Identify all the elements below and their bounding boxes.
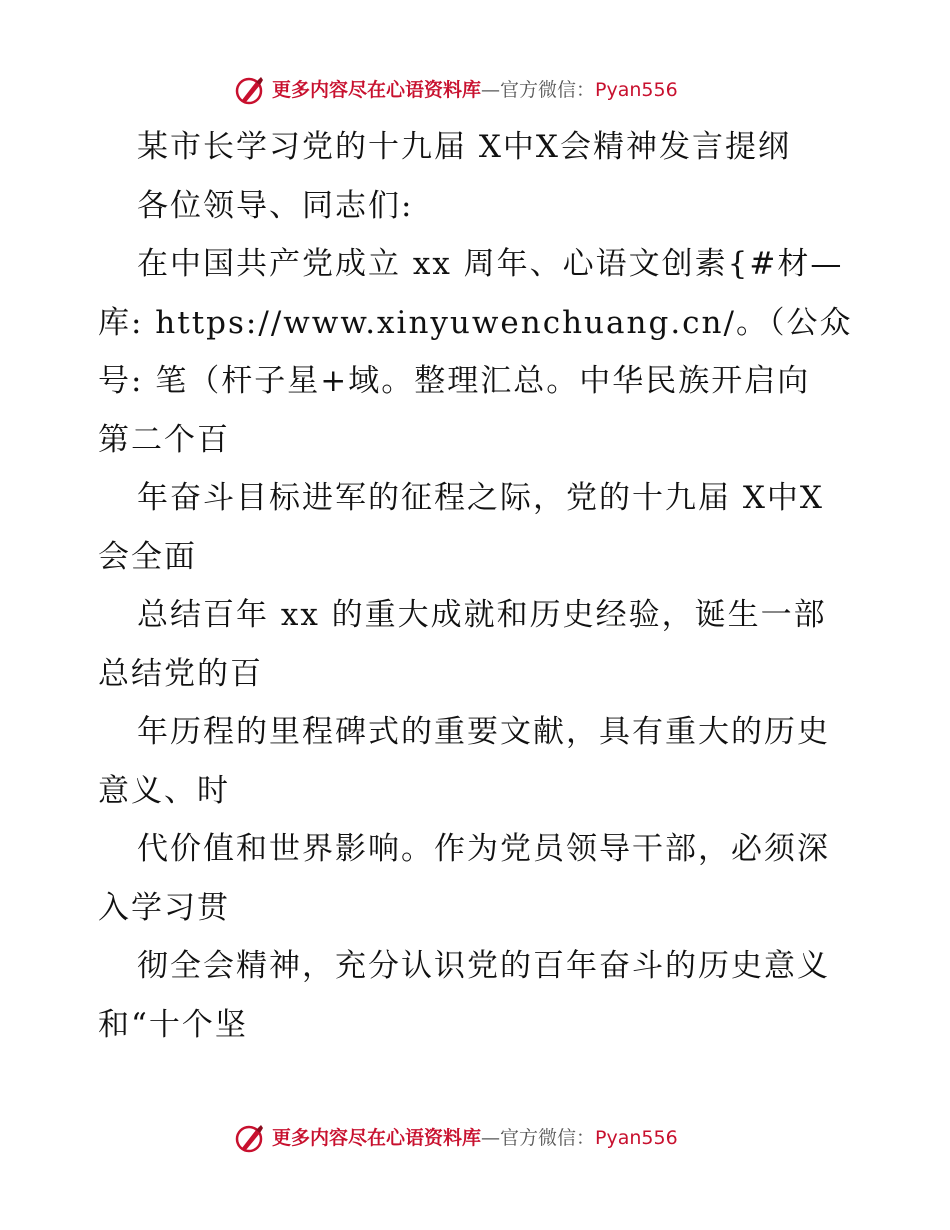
pen-logo-icon bbox=[234, 74, 266, 106]
footer-banner bbox=[0, 1120, 950, 1160]
document-body bbox=[98, 118, 858, 1054]
banner-lead: 更多内容尽在心语资料库 bbox=[272, 1127, 482, 1149]
salutation: 各位领导、同志们: bbox=[137, 187, 414, 224]
document-title: 某市长学习党的十九届 X中X会精神发言提纲 bbox=[137, 129, 791, 165]
text-line: 库: https://www.xinyuwenchuang.cn/。（公众 bbox=[98, 304, 853, 341]
text-line: 意义、时 bbox=[98, 772, 230, 809]
text-line: 号: 笔（杆子星+域。整理汇总。中华民族开启向 bbox=[98, 363, 811, 399]
header-banner bbox=[0, 72, 950, 112]
banner-sep: — bbox=[481, 1127, 501, 1149]
text-line: 入学习贯 bbox=[98, 889, 230, 926]
text-line: 年历程的里程碑式的重要文献，具有重大的历史 bbox=[137, 714, 830, 750]
text-line: 总结党的百 bbox=[98, 655, 263, 692]
text-line: 代价值和世界影响。作为党员领导干部，必须深 bbox=[137, 831, 830, 867]
banner-label: 官方微信： bbox=[500, 79, 596, 101]
text-line: 会全面 bbox=[98, 538, 197, 575]
text-line: 在中国共产党成立 xx 周年、心语文创素{#材— bbox=[137, 246, 844, 282]
banner-sep: — bbox=[481, 79, 501, 101]
banner-wechat-id: Pyan556 bbox=[595, 79, 678, 101]
text-line: 年奋斗目标进军的征程之际，党的十九届 X中X bbox=[137, 480, 824, 516]
text-line: 彻全会精神，充分认识党的百年奋斗的历史意义 bbox=[137, 948, 830, 984]
text-line: 和“十个坚 bbox=[98, 1006, 248, 1043]
text-line: 总结百年 xx 的重大成就和历史经验，诞生一部 bbox=[137, 597, 827, 633]
pen-logo-icon bbox=[234, 1122, 266, 1154]
banner-wechat-id: Pyan556 bbox=[595, 1127, 678, 1149]
banner-label: 官方微信： bbox=[500, 1127, 596, 1149]
banner-lead: 更多内容尽在心语资料库 bbox=[272, 79, 482, 101]
text-line: 第二个百 bbox=[98, 421, 230, 458]
